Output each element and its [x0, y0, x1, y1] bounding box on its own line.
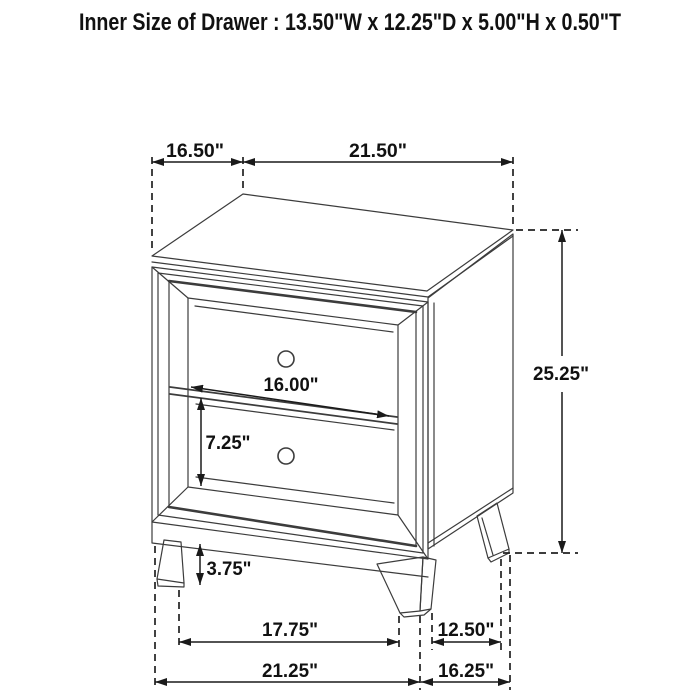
dim-label-drawer-width: 16.00"	[263, 375, 319, 396]
dim-label-base-side-depth: 16.25"	[438, 661, 494, 682]
dim-label-leg-height: 3.75"	[206, 559, 252, 580]
top-bevel-front	[152, 262, 428, 297]
extension-lines	[152, 157, 578, 690]
drawer1-knob-icon	[278, 351, 294, 367]
back-right-leg	[477, 503, 509, 558]
front-right-leg-side	[420, 557, 436, 611]
dim-label-drawer-front-height: 7.25"	[205, 433, 251, 454]
base-apron	[152, 522, 428, 577]
drawer-1-front-bevel	[195, 306, 393, 332]
drawer-2-front-bevel-bottom	[196, 477, 394, 503]
drawer-2-front-bevel-top	[196, 404, 394, 430]
drawer2-knob-icon	[278, 448, 294, 464]
dim-label-base-front-width: 21.25"	[262, 661, 318, 682]
dim-label-top-width: 21.50"	[349, 141, 407, 162]
diagram-title: Inner Size of Drawer : 13.50"W x 12.25"D x 5.00"H x 0.50"T	[79, 9, 622, 36]
front-right-leg	[377, 557, 423, 613]
dim-label-side-leg-inner-span: 12.50"	[437, 620, 495, 641]
dimension-lines	[152, 162, 562, 682]
dim-label-overall-height: 25.25"	[533, 364, 589, 385]
back-right-leg-edge	[482, 518, 493, 555]
dim-label-top-depth: 16.50"	[166, 141, 224, 162]
drawer-divider-bottom	[170, 394, 397, 424]
top-face	[152, 194, 513, 291]
cabinet-line-art	[152, 194, 513, 617]
dim-label-front-leg-inner-span: 17.75"	[262, 620, 318, 641]
front-frame-inner-sides	[169, 281, 416, 546]
labels-layer	[79, 9, 621, 682]
